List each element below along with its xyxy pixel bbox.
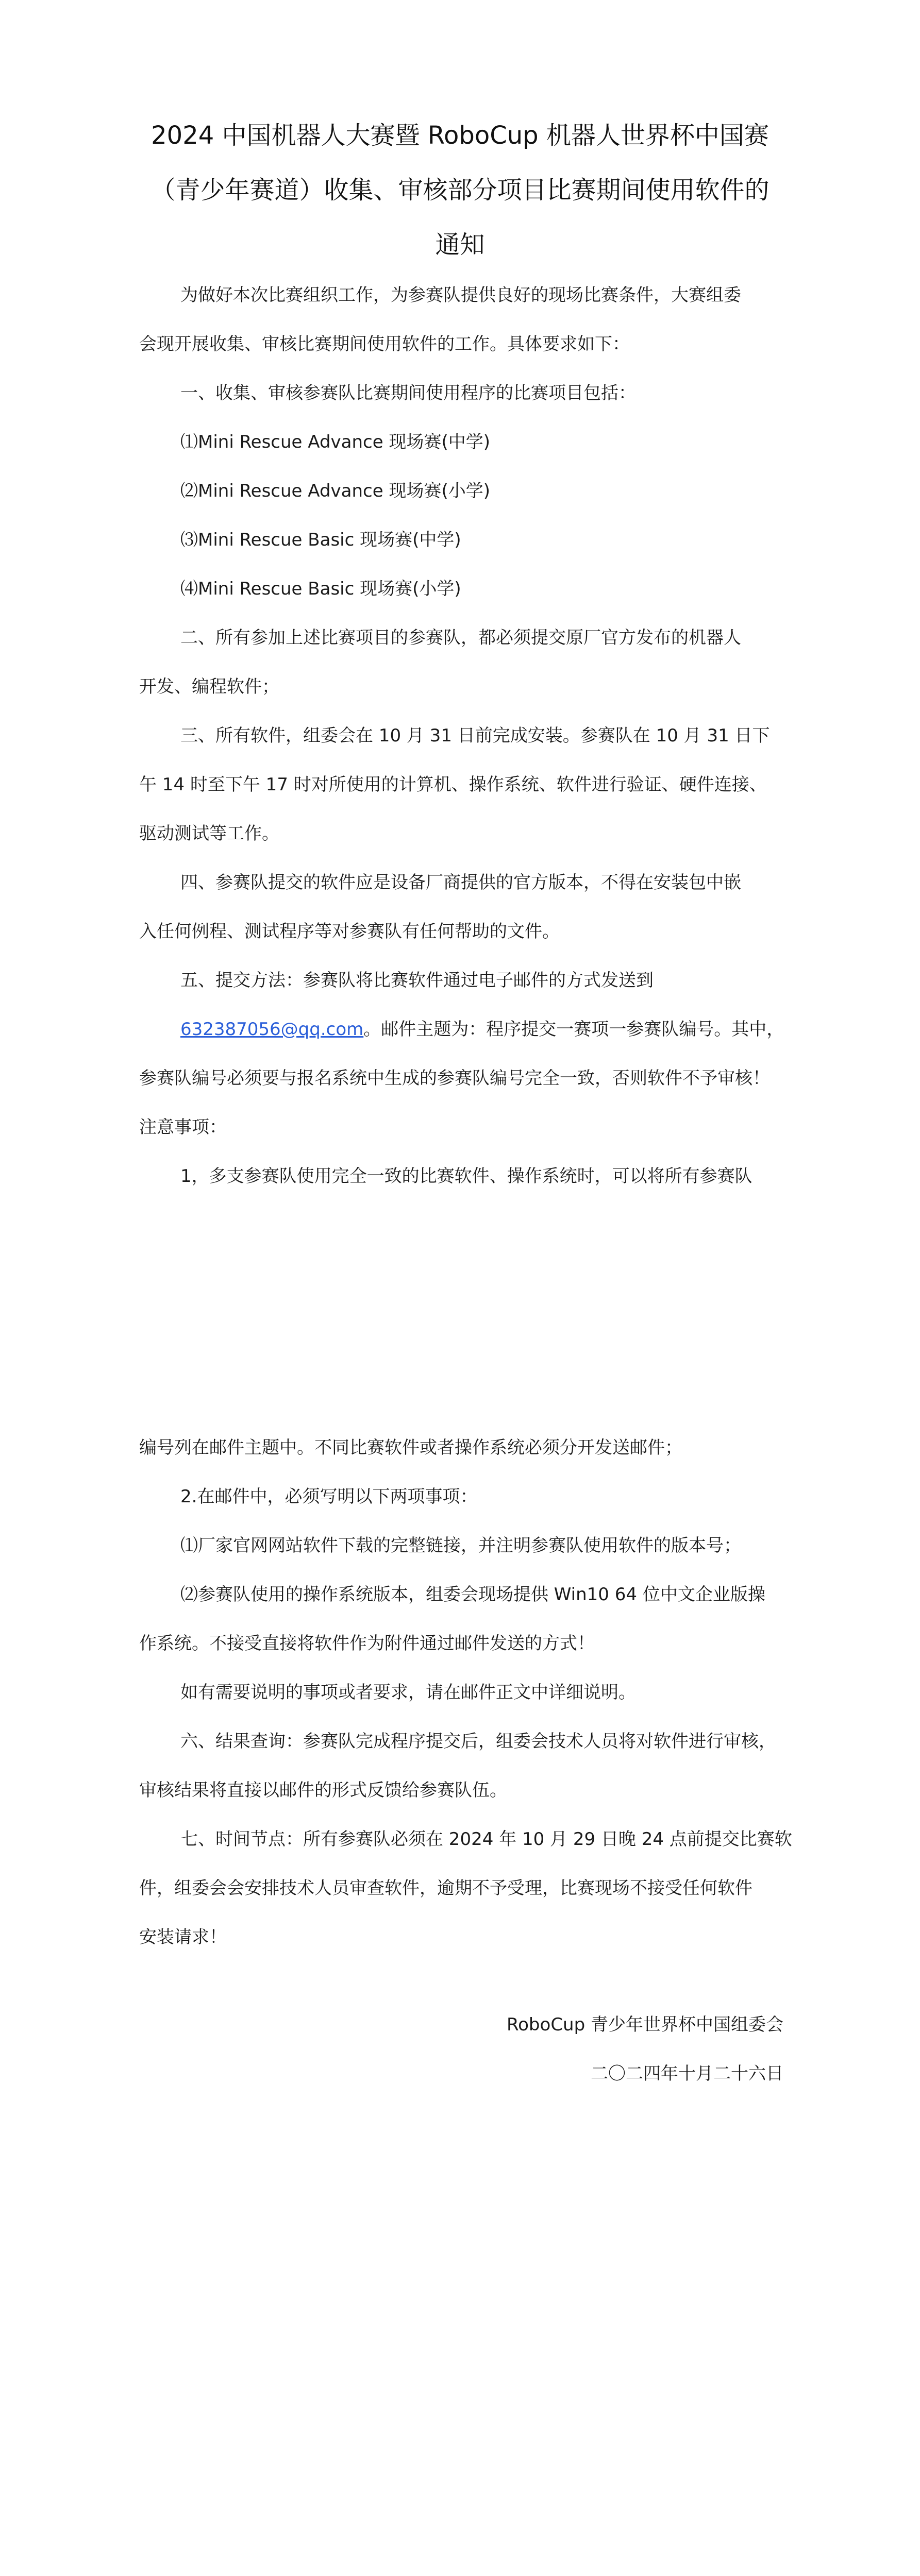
section6-line-2: 审核结果将直接以邮件的形式反馈给参赛队伍。 (139, 1780, 507, 1801)
section4-line-2: 入任何例程、测试程序等对参赛队有任何帮助的文件。 (139, 921, 560, 942)
section5-line-2-text: 。邮件主题为：程序提交一赛项一参赛队编号。其中， (363, 1019, 784, 1040)
email-link[interactable]: 632387056@qq.com (180, 1019, 364, 1040)
section2-line-1: 二、所有参加上述比赛项目的参赛队，都必须提交原厂官方发布的机器人 (180, 628, 741, 648)
note2-item-2-line-2: 作系统。不接受直接将软件作为附件通过邮件发送的方式！ (139, 1633, 595, 1654)
section7-line-1: 七、时间节点：所有参赛队必须在 2024 年 10 月 29 日晚 24 点前提交比赛软 (180, 1829, 792, 1850)
note3-line: 如有需要说明的事项或者要求，请在邮件正文中详细说明。 (180, 1682, 636, 1703)
title-line-1: 2024 中国机器人大赛暨 RoboCup 机器人世界杯中国赛 (151, 121, 769, 150)
section7-line-3: 安装请求！ (139, 1927, 227, 1947)
note2-heading: 2.在邮件中，必须写明以下两项事项： (180, 1486, 478, 1507)
section1-item-4: ⑷Mini Rescue Basic 现场赛(小学) (180, 579, 461, 599)
intro-line-1: 为做好本次比赛组织工作，为参赛队提供良好的现场比赛条件，大赛组委 (180, 285, 741, 306)
section5-line-3: 参赛队编号必须要与报名系统中生成的参赛队编号完全一致，否则软件不予审核！ (139, 1068, 770, 1089)
note1-line-2: 编号列在邮件主题中。不同比赛软件或者操作系统必须分开发送邮件； (139, 1437, 682, 1458)
intro-line-2: 会现开展收集、审核比赛期间使用软件的工作。具体要求如下： (139, 334, 630, 354)
section7-line-2: 件，组委会会安排技术人员审查软件，逾期不予受理，比赛现场不接受任何软件 (139, 1878, 752, 1899)
notes-heading: 注意事项： (139, 1117, 227, 1138)
note2-item-2-line-1: ⑵参赛队使用的操作系统版本，组委会现场提供 Win10 64 位中文企业版操 (180, 1584, 765, 1605)
section5-line-2 (180, 1019, 784, 1040)
document-title (119, 108, 801, 272)
section3-line-1: 三、所有软件，组委会在 10 月 31 日前完成安装。参赛队在 10 月 31 日下 (180, 725, 770, 746)
section1-item-2: ⑵Mini Rescue Advance 现场赛(小学) (180, 481, 490, 501)
note1-line-1: 1，多支参赛队使用完全一致的比赛软件、操作系统时，可以将所有参赛队 (180, 1166, 752, 1187)
title-line-2: （青少年赛道）收集、审核部分项目比赛期间使用软件的 (150, 176, 770, 205)
section1-heading: 一、收集、审核参赛队比赛期间使用程序的比赛项目包括： (180, 383, 636, 403)
signature-date: 二〇二四年十月二十六日 (591, 2063, 783, 2084)
section3-line-2: 午 14 时至下午 17 时对所使用的计算机、操作系统、软件进行验证、硬件连接、 (139, 774, 767, 795)
note2-item-1: ⑴厂家官网网站软件下载的完整链接，并注明参赛队使用软件的版本号； (180, 1535, 741, 1556)
section3-line-3: 驱动测试等工作。 (139, 823, 279, 844)
section5-line-1: 五、提交方法：参赛队将比赛软件通过电子邮件的方式发送到 (180, 970, 654, 991)
section1-item-1: ⑴Mini Rescue Advance 现场赛(中学) (180, 432, 490, 452)
section4-line-1: 四、参赛队提交的软件应是设备厂商提供的官方版本，不得在安装包中嵌 (180, 872, 741, 893)
section2-line-2: 开发、编程软件； (139, 676, 279, 697)
section1-item-3: ⑶Mini Rescue Basic 现场赛(中学) (180, 530, 461, 550)
title-line-3: 通知 (435, 230, 485, 259)
section6-line-1: 六、结果查询：参赛队完成程序提交后，组委会技术人员将对软件进行审核， (180, 1731, 776, 1752)
signature-org: RoboCup 青少年世界杯中国组委会 (507, 2014, 783, 2035)
